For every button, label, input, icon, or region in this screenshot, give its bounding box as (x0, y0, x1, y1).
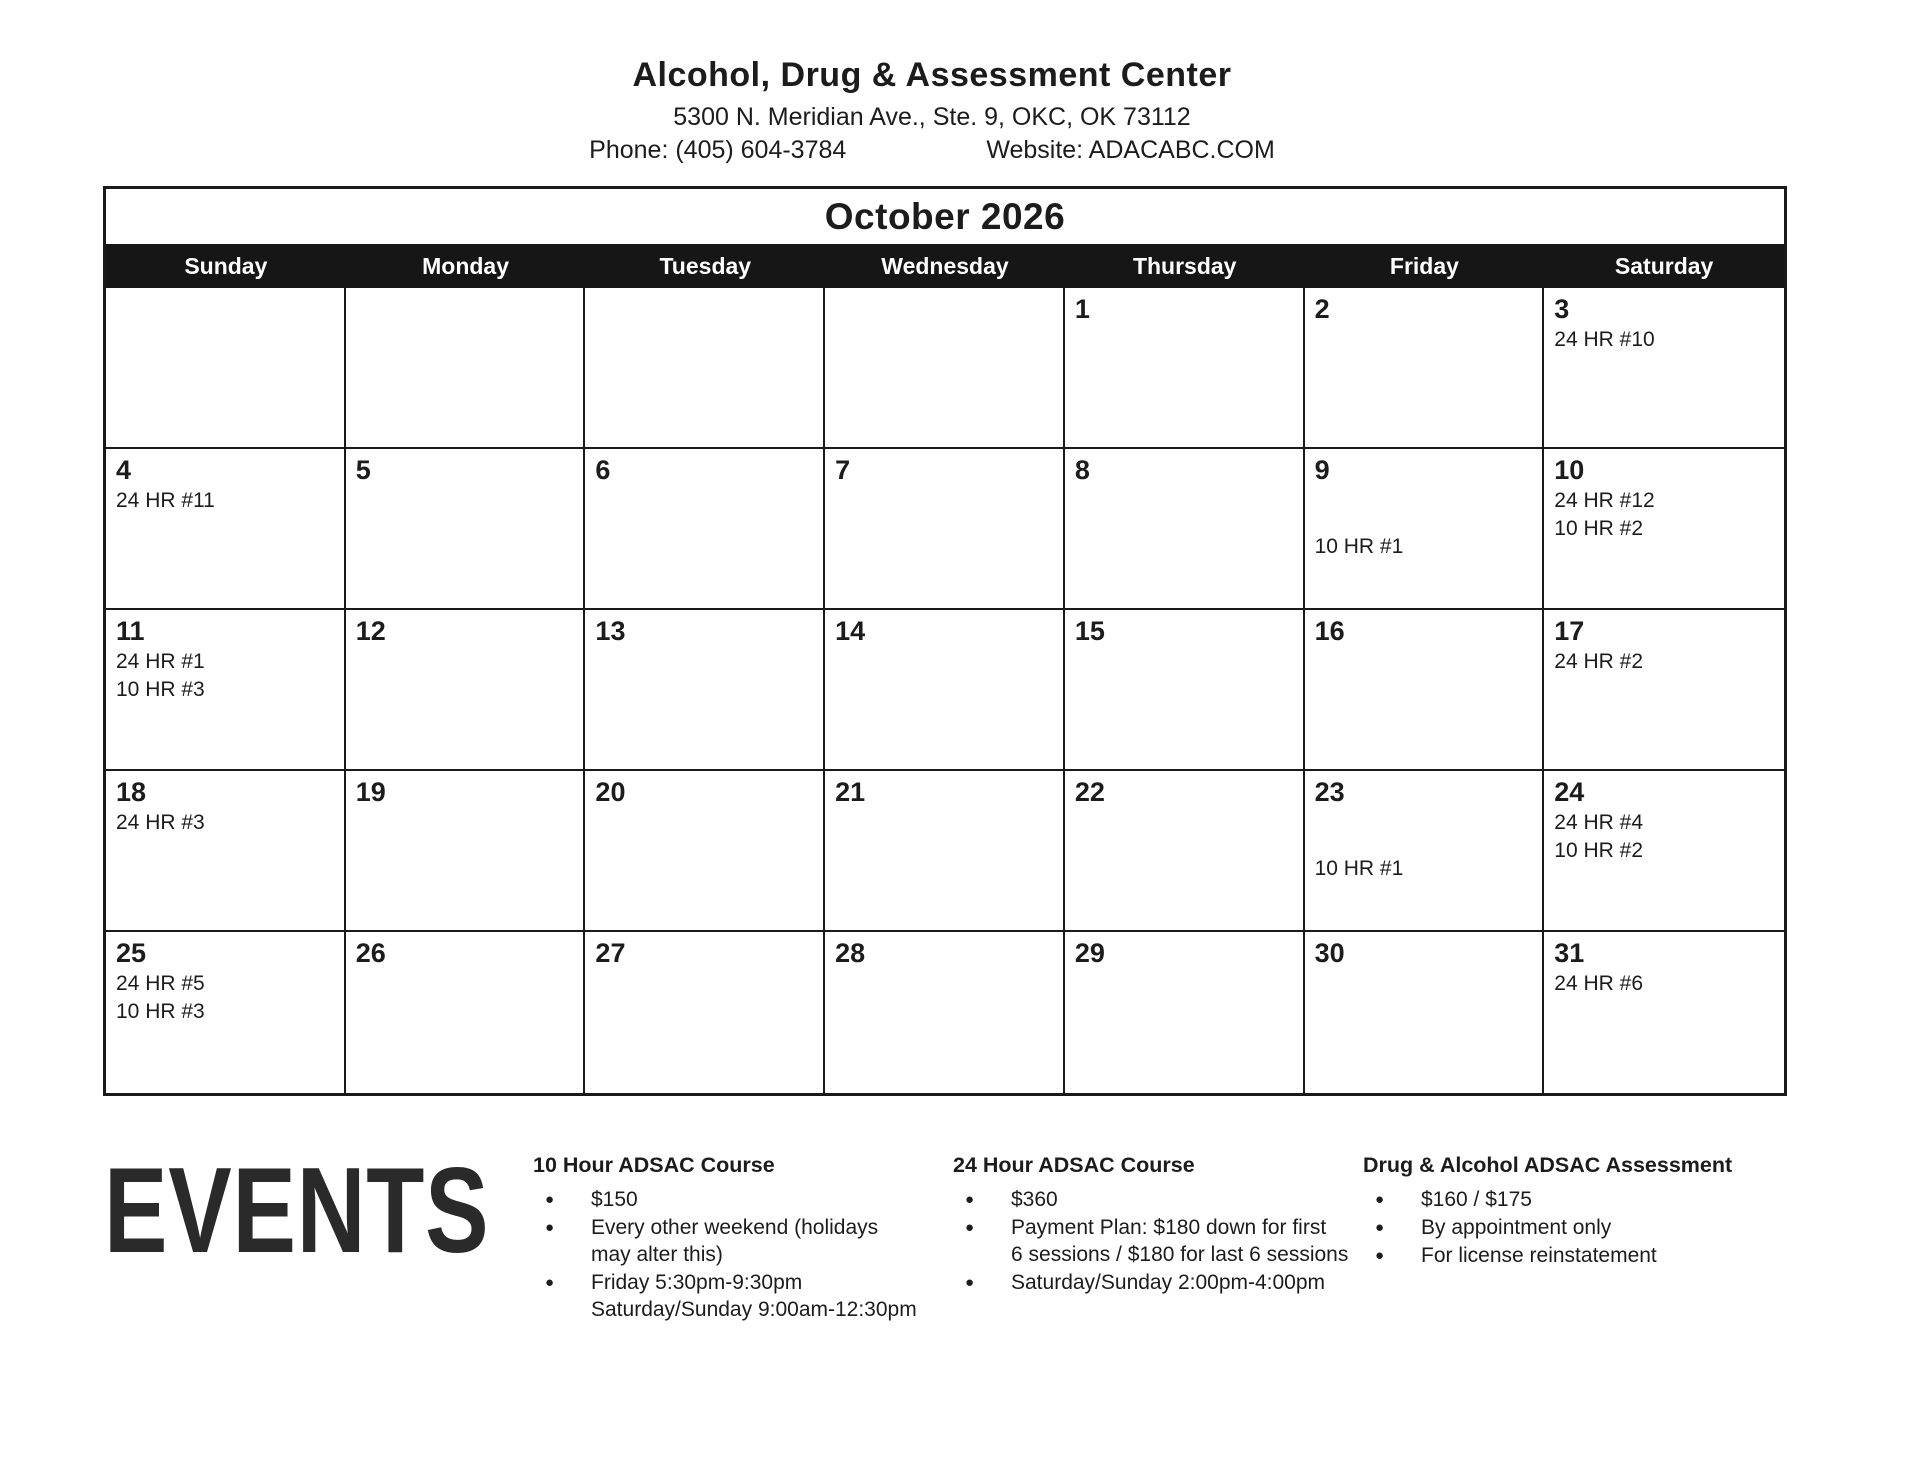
day-number: 17 (1554, 616, 1585, 646)
calendar-month-title: October 2026 (824, 196, 1066, 237)
event-column-title: Drug & Alcohol ADSAC Assessment (1363, 1153, 1733, 1177)
day-number: 16 (1314, 616, 1345, 646)
calendar-cell-22 (1065, 771, 1305, 932)
calendar-cell-14 (825, 610, 1065, 771)
calendar-event: 10 HR #1 (1314, 857, 1404, 880)
calendar-cell-11 (106, 610, 346, 771)
calendar-cell-empty (825, 288, 1065, 449)
day-number: 26 (355, 938, 386, 968)
org-phone: Phone: (405) 604-3784 (589, 136, 847, 164)
org-website: Website: ADACABC.COM (986, 136, 1275, 164)
day-header-wednesday: Wednesday (881, 253, 1009, 279)
event-bullet-item (953, 1186, 1373, 1213)
event-column-title: 24 Hour ADSAC Course (953, 1153, 1195, 1177)
event-bullet-item (1363, 1186, 1813, 1213)
calendar-cell-18 (106, 771, 346, 932)
calendar-cell-empty (346, 288, 586, 449)
calendar-cell-6 (585, 449, 825, 610)
calendar-cell-30 (1305, 932, 1545, 1093)
bullet-icon: ● (545, 1274, 555, 1291)
calendar-cell-3 (1544, 288, 1784, 449)
calendar-cell-29 (1065, 932, 1305, 1093)
calendar-cell-26 (346, 932, 586, 1093)
calendar-event: 24 HR #5 (116, 972, 205, 995)
day-number: 5 (355, 455, 371, 485)
event-bullet-line: Payment Plan: $180 down for first (1011, 1216, 1327, 1239)
calendar-cell-2 (1305, 288, 1545, 449)
calendar (103, 186, 1787, 1096)
calendar-cell-28 (825, 932, 1065, 1093)
day-number: 8 (1074, 455, 1090, 485)
calendar-cell-4 (106, 449, 346, 610)
event-column-title: 10 Hour ADSAC Course (533, 1153, 775, 1177)
day-number: 14 (835, 616, 866, 646)
day-number: 11 (116, 616, 145, 646)
bullet-icon: ● (965, 1219, 975, 1236)
calendar-cell-5 (346, 449, 586, 610)
bullet-icon: ● (1375, 1247, 1385, 1264)
calendar-event: 24 HR #10 (1554, 328, 1655, 351)
event-bullet-line: $150 (591, 1188, 638, 1211)
calendar-cell-8 (1065, 449, 1305, 610)
day-number: 3 (1554, 294, 1570, 324)
day-header-monday: Monday (422, 253, 509, 279)
calendar-event: 10 HR #3 (116, 678, 205, 701)
day-number: 21 (835, 777, 866, 807)
day-header-friday: Friday (1389, 253, 1459, 279)
calendar-grid (106, 288, 1784, 1093)
calendar-event: 24 HR #4 (1554, 811, 1643, 834)
calendar-cell-31 (1544, 932, 1784, 1093)
bullet-icon: ● (965, 1274, 975, 1291)
events-heading: EVENTS (104, 1142, 490, 1278)
event-bullet-item (1363, 1242, 1813, 1269)
event-bullet-line: may alter this) (591, 1243, 723, 1266)
calendar-cell-15 (1065, 610, 1305, 771)
day-number: 2 (1314, 294, 1330, 324)
event-bullet-line: Friday 5:30pm-9:30pm (591, 1271, 803, 1294)
calendar-event: 24 HR #12 (1554, 489, 1655, 512)
calendar-cell-empty (585, 288, 825, 449)
day-header-saturday: Saturday (1614, 253, 1714, 279)
letterhead (0, 56, 1864, 165)
org-name: Alcohol, Drug & Assessment Center (632, 56, 1232, 94)
event-bullet-line: 6 sessions / $180 for last 6 sessions (1011, 1243, 1349, 1266)
calendar-cell-10 (1544, 449, 1784, 610)
event-bullet-item (533, 1269, 953, 1323)
calendar-cell-19 (346, 771, 586, 932)
event-bullet-item (533, 1186, 953, 1213)
day-header-tuesday: Tuesday (659, 253, 752, 279)
calendar-event: 24 HR #6 (1554, 972, 1643, 995)
bullet-icon: ● (1375, 1219, 1385, 1236)
calendar-cell-27 (585, 932, 825, 1093)
calendar-cell-16 (1305, 610, 1545, 771)
calendar-event: 24 HR #3 (116, 811, 205, 834)
calendar-cell-9 (1305, 449, 1545, 610)
calendar-cell-24 (1544, 771, 1784, 932)
event-bullet-line: $160 / $175 (1421, 1188, 1532, 1211)
event-info-column (1363, 1152, 1813, 1270)
calendar-event: 10 HR #2 (1554, 517, 1643, 540)
calendar-event: 24 HR #2 (1554, 650, 1643, 673)
day-number: 9 (1314, 455, 1330, 485)
day-number: 13 (595, 616, 626, 646)
day-number: 31 (1554, 938, 1585, 968)
event-bullet-item (1363, 1214, 1813, 1241)
calendar-cell-17 (1544, 610, 1784, 771)
calendar-cell-empty (106, 288, 346, 449)
calendar-cell-13 (585, 610, 825, 771)
event-bullet-item (953, 1269, 1373, 1296)
day-number: 30 (1314, 938, 1345, 968)
calendar-cell-23 (1305, 771, 1545, 932)
bullet-icon: ● (1375, 1191, 1385, 1208)
day-number: 10 (1554, 455, 1585, 485)
event-bullet-item (533, 1214, 953, 1268)
day-number: 27 (595, 938, 626, 968)
event-info-column (953, 1152, 1373, 1297)
event-bullet-line: For license reinstatement (1421, 1244, 1657, 1267)
day-number: 19 (355, 777, 386, 807)
calendar-event: 10 HR #3 (116, 1000, 205, 1023)
day-number: 25 (116, 938, 147, 968)
event-bullet-line: Saturday/Sunday 2:00pm-4:00pm (1011, 1271, 1326, 1294)
calendar-cell-7 (825, 449, 1065, 610)
event-bullet-line: $360 (1011, 1188, 1058, 1211)
day-number: 4 (116, 455, 132, 485)
day-number: 24 (1554, 777, 1585, 807)
day-number: 12 (355, 616, 386, 646)
bullet-icon: ● (545, 1219, 555, 1236)
calendar-event: 24 HR #11 (116, 489, 215, 512)
day-number: 28 (835, 938, 866, 968)
day-number: 6 (595, 455, 611, 485)
event-bullet-line: Saturday/Sunday 9:00am-12:30pm (591, 1298, 917, 1321)
contact-row (0, 136, 1864, 165)
calendar-event: 10 HR #2 (1554, 839, 1643, 862)
event-bullet-line: Every other weekend (holidays (591, 1216, 879, 1239)
calendar-cell-25 (106, 932, 346, 1093)
bullet-icon: ● (545, 1191, 555, 1208)
calendar-cell-21 (825, 771, 1065, 932)
calendar-event: 24 HR #1 (116, 650, 205, 673)
calendar-cell-12 (346, 610, 586, 771)
event-bullet-item (953, 1214, 1373, 1268)
day-number: 22 (1074, 777, 1105, 807)
day-number: 7 (835, 455, 851, 485)
day-header-thursday: Thursday (1132, 253, 1237, 279)
calendar-day-header-row (106, 244, 1784, 288)
day-number: 1 (1074, 294, 1090, 324)
day-number: 18 (116, 777, 147, 807)
calendar-event: 10 HR #1 (1314, 535, 1404, 558)
day-header-sunday: Sunday (184, 253, 268, 279)
bullet-icon: ● (965, 1191, 975, 1208)
org-address: 5300 N. Meridian Ave., Ste. 9, OKC, OK 73112 (673, 103, 1191, 131)
calendar-cell-20 (585, 771, 825, 932)
day-number: 20 (595, 777, 626, 807)
event-info-column (533, 1152, 953, 1324)
calendar-cell-1 (1065, 288, 1305, 449)
day-number: 23 (1314, 777, 1345, 807)
day-number: 15 (1074, 616, 1105, 646)
day-number: 29 (1074, 938, 1105, 968)
event-bullet-line: By appointment only (1421, 1216, 1612, 1239)
